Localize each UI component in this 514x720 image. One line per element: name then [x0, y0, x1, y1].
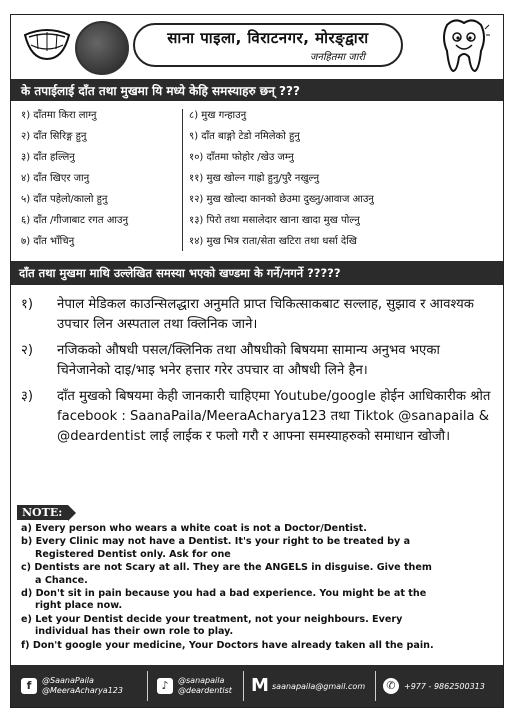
- list-item: ११) मुख खोल्न गाह्रो हुनु/पुरै नखुल्नु: [189, 173, 320, 184]
- phone-number: +977 - 9862500313: [404, 681, 485, 691]
- note-text-continued: Registered Dentist only. Ask for one: [35, 548, 231, 560]
- tiktok-contact[interactable]: [157, 665, 232, 707]
- note-text-continued: individual has their own role to play.: [35, 626, 234, 638]
- column-divider: [182, 109, 183, 251]
- step-number: १): [21, 297, 34, 312]
- list-item: २) दाँत सिरिङ्ग हुनु: [21, 131, 87, 142]
- step-text: दाँत मुखको बिषयमा केही जानकारी चाहिएमा Youtube/google होईन आधिकारीक श्रोत facebook : SaanaPaila/MeeraAcharya123 तथा Tiktok @sanapaila & @deardentist लाई लाईक र फलो गरौ र आफ्ना समस्याहरुको समाधान खोजौ।: [57, 389, 491, 444]
- email-address: saanapaila@gmail.com: [272, 681, 366, 691]
- advice-steps: [17, 295, 497, 453]
- advice-step: [17, 341, 497, 381]
- step-number: २): [21, 343, 34, 358]
- footer-divider: [375, 671, 376, 701]
- facebook-contact[interactable]: [21, 665, 123, 707]
- note-item: [21, 536, 497, 561]
- advice-step: [17, 387, 497, 447]
- note-text: b) Every Clinic may not have a Dentist. It's your right to be treated by a: [21, 536, 411, 548]
- tooth-mascot-icon: [437, 17, 491, 75]
- note-text-continued: right place now.: [35, 600, 123, 612]
- problem-list: [11, 105, 503, 257]
- note-text: f) Don't google your medicine, Your Doctors have already taken all the pain.: [21, 639, 434, 651]
- list-item: १३) पिरो तथा मसालेदार खाना खादा मुख पोल्नु: [189, 215, 360, 226]
- organization-logo: [75, 21, 129, 75]
- footer-divider: [147, 671, 148, 701]
- facebook-icon: f: [21, 678, 37, 694]
- step-text: नेपाल मेडिकल काउन्सिलद्धारा अनुमति प्राप्त चिकित्साकबाट सल्लाह, सुझाव र आवश्यक उपचार लिन अस्पताल तथा क्लिनिक जाने।: [57, 297, 474, 332]
- problem-column-right: [189, 105, 429, 252]
- note-item: [21, 562, 497, 587]
- advice-step: [17, 295, 497, 335]
- tiktok-icon: ♪: [157, 678, 173, 694]
- footer-divider: [243, 671, 244, 701]
- poster: [10, 14, 504, 708]
- note-item: [21, 588, 497, 613]
- page-title: साना पाइला, विराटनगर, मोरङ्द्वारा: [167, 29, 369, 47]
- note-item: [21, 523, 497, 535]
- list-item: ७) दाँत भाँचिनु: [21, 236, 75, 247]
- note-arrow: [68, 505, 76, 521]
- note-label: NOTE:: [17, 505, 68, 520]
- step-text: नजिकको औषधी पसल/क्लिनिक तथा औषधीको बिषयमा सामान्य अनुभव भएका चिनेजानेको दाइ/भाइ भनेर हत्तार गरेर उपचार वा औषधी लिने हैन।: [57, 343, 440, 378]
- step-number: ३): [21, 389, 34, 404]
- header: [11, 15, 503, 77]
- contact-footer: [11, 665, 503, 707]
- mail-icon: M: [251, 675, 269, 696]
- note-text: e) Let your Dentist decide your treatment, not your neighbours. Every: [21, 613, 403, 625]
- phone-icon: ✆: [383, 678, 399, 694]
- notes-list: [21, 523, 497, 653]
- note-text-continued: a Chance.: [35, 574, 88, 586]
- facebook-handle: @SaanaPaila: [42, 676, 94, 685]
- tiktok-handle: @deardentist: [178, 686, 232, 695]
- list-item: ६) दाँत /गीजाबाट रगत आउनु: [21, 215, 129, 226]
- action-heading: दाँत तथा मुखमा माथि उल्लेखित समस्या भएको खण्डमा के गर्ने/नगर्ने ?????: [11, 261, 503, 285]
- list-item: १) दाँतमा किरा लाग्नु: [21, 110, 97, 121]
- list-item: १४) मुख भित्र राता/सेता खटिरा तथा धर्सा देखि: [189, 236, 357, 247]
- smile-teeth-icon: [23, 25, 71, 61]
- facebook-handle: @MeeraAcharya123: [42, 686, 123, 695]
- note-text: d) Don't sit in pain because you had a bad experience. You might be at the: [21, 588, 427, 600]
- note-item: [21, 614, 497, 639]
- list-item: ८) मुख गन्हाउनु: [189, 110, 247, 121]
- note-item: [21, 640, 497, 652]
- email-contact[interactable]: [251, 665, 365, 707]
- list-item: १२) मुख खोल्दा कानको छेउमा दुख्नु/आवाज आउनु: [189, 194, 374, 205]
- list-item: ३) दाँत हल्लिनु: [21, 152, 75, 163]
- question-heading: के तपाईलाई दाँत तथा मुखमा यि मध्ये केहि समस्याहरु छन् ???: [11, 79, 503, 101]
- tiktok-handle: @sanapaila: [178, 676, 225, 685]
- phone-contact[interactable]: [383, 665, 485, 707]
- list-item: ५) दाँत पहेलो/कालो हुनु: [21, 194, 108, 205]
- list-item: १०) दाँतमा फोहोर /खेउ जम्नु: [189, 152, 294, 163]
- note-text: c) Dentists are not Scary at all. They are the ANGELS in disguise. Give them: [21, 562, 432, 574]
- note-text: a) Every person who wears a white coat is not a Doctor/Dentist.: [21, 523, 367, 534]
- title-box: [133, 23, 403, 67]
- list-item: ९) दाँत बाङ्गो टेडो नमिलेको हुनु: [189, 131, 300, 142]
- list-item: ४) दाँत खिएर जानु: [21, 173, 90, 184]
- page-subtitle: जनहितमा जारी: [309, 52, 365, 63]
